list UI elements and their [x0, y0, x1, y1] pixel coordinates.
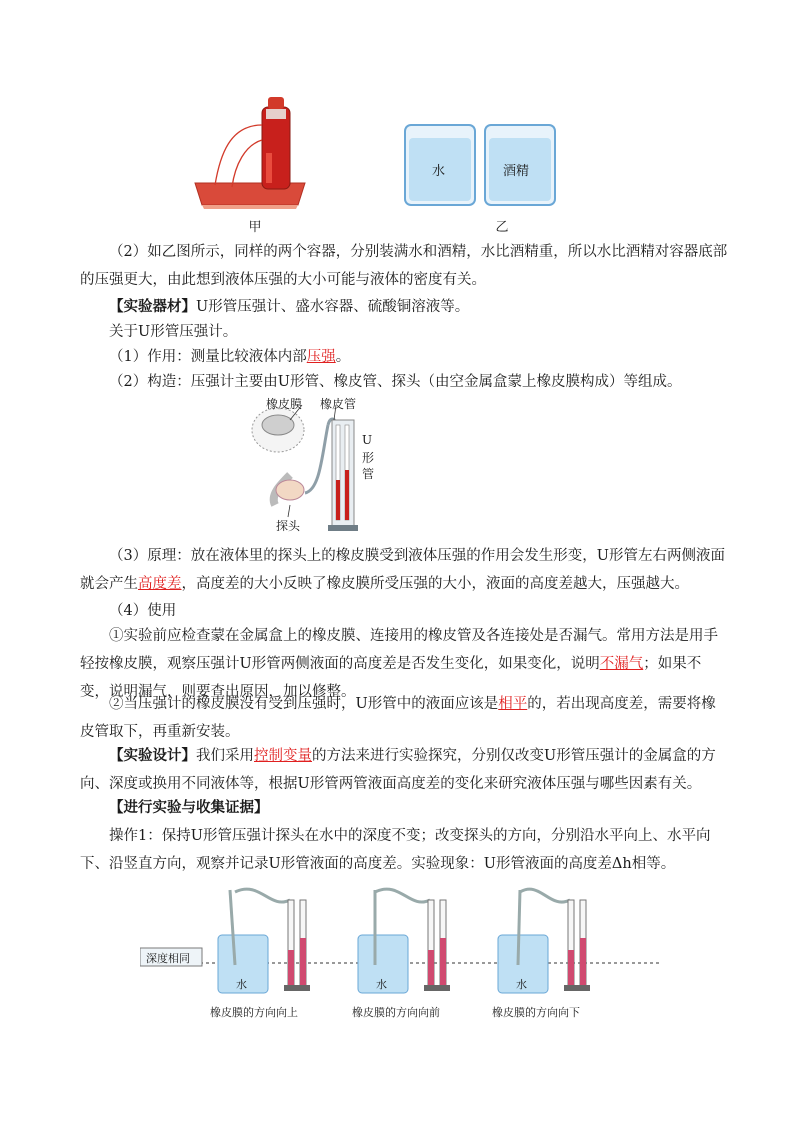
- answer-level: 相平: [498, 696, 528, 712]
- figure-bottle-jia: [190, 95, 310, 215]
- paragraph-design: [80, 742, 730, 798]
- text-p12: 操作1：保持U形管压强计探头在水中的深度不变；改变探头的方向，分别沿水平向上、水平向下、沿竖直方向，观察并记录U形管液面的高度差。实验现象：U形管液面的高度差Δh相等。: [80, 828, 711, 872]
- experiment-side-label: 深度相同: [146, 952, 190, 965]
- figure-beakers-yi: [400, 120, 560, 210]
- paragraph-equipment: [80, 293, 730, 321]
- bottle-illustration: [190, 95, 310, 215]
- heading-design: 【实验设计】: [109, 747, 196, 764]
- paragraph-function: [80, 343, 730, 371]
- text-p8-post: ；如果不变，说明漏气，则要查出原因，加以修整。: [80, 656, 702, 700]
- setup-1: [218, 889, 310, 993]
- text-p3: 关于U形管压强计。: [109, 324, 238, 340]
- experiment-caption-1: 橡皮膜的方向向上: [210, 1006, 298, 1019]
- figure-label-jia: 甲: [248, 220, 262, 235]
- beaker-label-water: 水: [432, 164, 446, 179]
- heading-evidence: [80, 794, 730, 822]
- gauge-label-u: U: [362, 433, 373, 447]
- paragraph-structure: [80, 368, 730, 396]
- text-p7: （4）使用: [109, 603, 177, 619]
- gauge-label-probe: 探头: [276, 519, 301, 533]
- gauge-label-membrane: 橡皮膜: [266, 397, 303, 411]
- answer-height-difference: 高度差: [138, 576, 182, 592]
- paragraph-operation-1: [80, 822, 730, 878]
- experiment-caption-2: 橡皮膜的方向向前: [352, 1006, 440, 1019]
- experiment-caption-3: 橡皮膜的方向向下: [492, 1006, 580, 1019]
- figure-u-tube-gauge: [250, 395, 390, 533]
- answer-pressure: 压强: [306, 349, 336, 365]
- paragraph-principle: [80, 542, 730, 598]
- paragraph-density-hypothesis: [80, 238, 730, 294]
- paragraph-about-gauge: [80, 318, 730, 346]
- experiment-illustration: [140, 880, 660, 1020]
- text-p4-pre: （1）作用：测量比较液体内部: [109, 349, 307, 365]
- text-p9-post: 的，若出现高度差，需要将橡皮管取下，再重新安装。: [80, 696, 716, 740]
- experiment-water-label-2: 水: [376, 978, 387, 991]
- setup-3: [498, 889, 590, 993]
- gauge-label-xing: 形: [362, 451, 375, 465]
- text-p6-pre: （3）原理：放在液体里的探头上的橡皮膜受到液体压强的作用会发生形变，U形管左右两侧液面就会产生: [80, 548, 725, 592]
- answer-control-variable: 控制变量: [254, 748, 312, 764]
- paragraph-level: [80, 690, 730, 746]
- gauge-label-tube: 橡皮管: [320, 397, 357, 411]
- beaker-label-alcohol: 酒精: [503, 164, 530, 179]
- figure-label-yi: 乙: [495, 220, 509, 235]
- text-p4-post: 。: [335, 349, 351, 365]
- beakers-illustration: [400, 120, 560, 210]
- text-p11: 【进行实验与收集证据】: [109, 799, 269, 816]
- gauge-label-guan: 管: [362, 467, 375, 481]
- setup-2: [358, 889, 450, 993]
- experiment-water-label-3: 水: [516, 978, 527, 991]
- paragraph-usage: [80, 597, 730, 625]
- text-p9-pre: ②当压强计的橡皮膜没有受到压强时，U形管中的液面应该是: [109, 696, 499, 712]
- heading-equipment: 【实验器材】: [109, 298, 196, 315]
- text-equipment: U形管压强计、盛水容器、硫酸铜溶液等。: [196, 299, 470, 315]
- text-p1: （2）如乙图所示，同样的两个容器，分别装满水和酒精，水比酒精重，所以水比酒精对容器底部的压强更大，由此想到液体压强的大小可能与液体的密度有关。: [80, 244, 728, 288]
- text-p10-pre: 我们采用: [196, 748, 254, 764]
- text-p6-post: ，高度差的大小反映了橡皮膜所受压强的大小，液面的高度差越大，压强越大。: [181, 576, 689, 592]
- experiment-water-label-1: 水: [236, 978, 247, 991]
- text-p10-post: 的方法来进行实验探究，分别仅改变U形管压强计的金属盒的方向、深度或换用不同液体等，根据U形管两管液面高度差的变化来研究液体压强与哪些因素有关。: [80, 748, 716, 792]
- figure-experiment: [140, 880, 660, 1020]
- text-p8-pre: ①实验前应检查蒙在金属盒上的橡皮膜、连接用的橡皮管及各连接处是否漏气。常用方法是用手轻按橡皮膜，观察压强计U形管两侧液面的高度差是否发生变化，如果变化，说明: [80, 628, 718, 672]
- text-p5: （2）构造：压强计主要由U形管、橡皮管、探头（由空金属盒蒙上橡皮膜构成）等组成。: [109, 374, 682, 390]
- answer-no-leak: 不漏气: [599, 656, 644, 672]
